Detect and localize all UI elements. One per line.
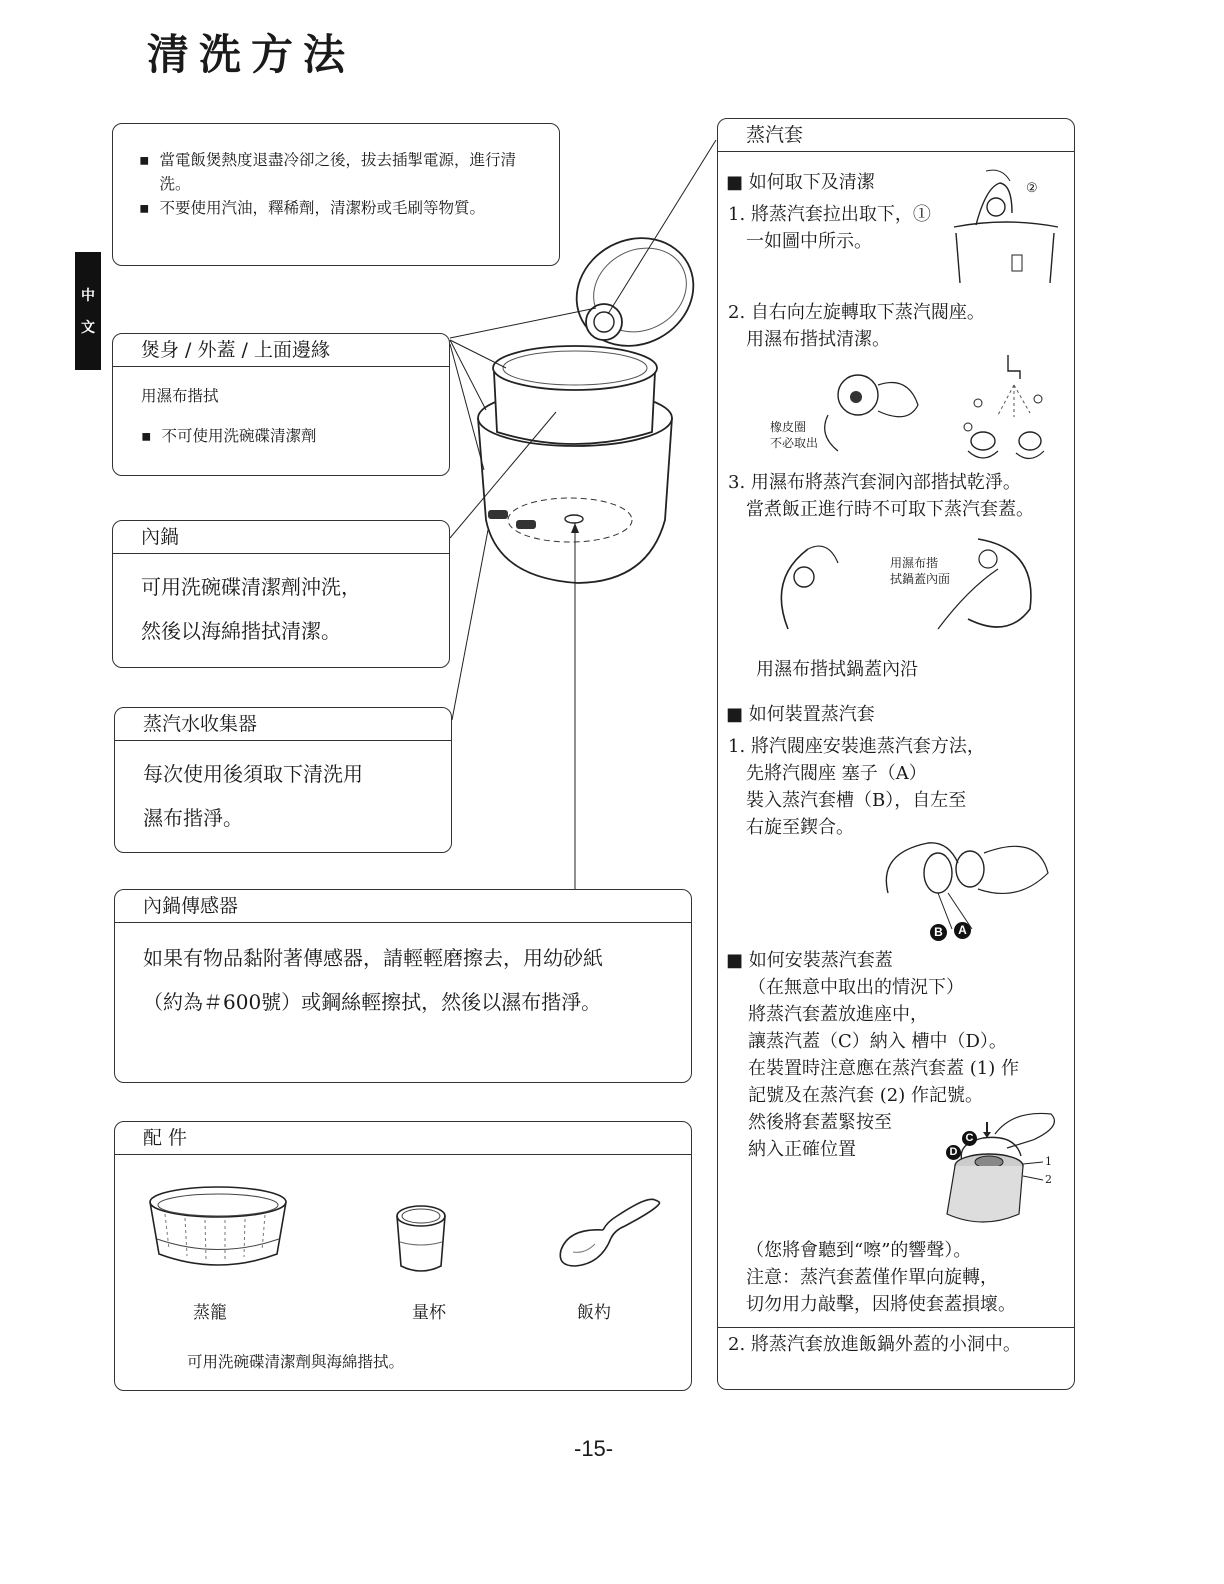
- inner-pot-heading: 內鍋: [113, 521, 449, 554]
- body-lid-line: 用濕布揩拭: [141, 387, 219, 405]
- mark-1: 1: [1045, 1155, 1052, 1168]
- steam-vent-heading: 蒸汽套: [718, 119, 1074, 152]
- wipe-caption: 用濕布揩拭鍋蓋內沿: [756, 659, 918, 680]
- install-line-2: 先將汽閥座 塞子（A）: [746, 763, 927, 784]
- final-step: 2. 將蒸汽套放進飯鍋外蓋的小洞中。: [728, 1334, 1021, 1355]
- rubber-note-2: 不必取出: [770, 436, 819, 450]
- wipe-note-2: 拭鍋蓋內面: [890, 572, 951, 586]
- notice-bullet: ▪ 當電飯煲熱度退盡冷卻之後，拔去插掣電源，進行清洗。: [139, 148, 519, 196]
- lid-line-5: 記號及在蒸汽套 (2) 作記號。: [748, 1085, 983, 1106]
- body-lid-heading: 煲身 / 外蓋 / 上面邊緣: [113, 334, 449, 367]
- marker-b: B: [930, 924, 947, 941]
- install-line-1: 1. 將汽閥座安裝進蒸汽套方法，: [728, 736, 985, 757]
- accessory-label-cup: 量杯: [412, 1303, 446, 1323]
- install-title: ■ 如何裝置蒸汽套: [726, 704, 875, 725]
- lid-install-title: ■ 如何安裝蒸汽套蓋: [726, 950, 893, 971]
- wipe-note-1: 用濕布揩: [890, 556, 939, 570]
- after-line-1: （您將會聽到“嚓”的響聲）。: [746, 1240, 972, 1261]
- lid-line-2: 將蒸汽套蓋放進座中，: [748, 1004, 928, 1025]
- step2-line-1: 2. 自右向左旋轉取下蒸汽閥座。: [728, 302, 985, 323]
- install-line-3: 裝入蒸汽套槽（B），自左至: [746, 790, 967, 811]
- install-valve-figure: [868, 833, 1058, 933]
- lid-line-3: 讓蒸汽蓋（C）納入 槽中（D）。: [748, 1031, 1007, 1052]
- body-lid-bullet: ▪ 不可使用洗碗碟清潔劑: [141, 424, 317, 448]
- notice-bullet-text-1: 當電飯煲熱度退盡冷卻之後，拔去插掣電源，進行清洗。: [159, 151, 517, 193]
- collector-line-1: 每次使用後須取下清洗用: [143, 762, 363, 786]
- remove-clean-title: ■ 如何取下及清潔: [726, 172, 875, 193]
- step3-line-2: 當煮飯正進行時不可取下蒸汽套蓋。: [746, 499, 1034, 520]
- lang-char-2: 文: [81, 320, 95, 336]
- remove-clean-title-text: 如何取下及清潔: [748, 172, 875, 193]
- collector-line-2: 濕布揩淨。: [143, 806, 243, 830]
- collector-heading: 蒸汽水收集器: [115, 708, 451, 741]
- wash-valve-figure: [798, 355, 1068, 465]
- inner-pot-line-2: 然後以海綿揩拭清潔。: [141, 619, 341, 643]
- sensor-heading: 內鍋傳感器: [115, 890, 691, 923]
- wipe-lid-figure: [768, 529, 1058, 649]
- step1-line-2: 一如圖中所示。: [746, 231, 872, 252]
- sensor-line-1: 如果有物品黏附著傳感器，請輕輕磨擦去，用幼砂紙: [143, 946, 603, 970]
- rubber-note-1: 橡皮圈: [770, 420, 807, 434]
- notice-bullet: ▪ 不要使用汽油，釋稀劑，清潔粉或毛刷等物質。: [139, 196, 519, 220]
- lid-line-7: 納入正確位置: [748, 1139, 856, 1160]
- accessory-label-paddle: 飯杓: [577, 1303, 611, 1323]
- lang-char-1: 中: [81, 288, 95, 304]
- accessories-heading: 配 件: [115, 1122, 691, 1155]
- body-lid-bullet-text: 不可使用洗碗碟清潔劑: [161, 427, 317, 445]
- mark-2: 2: [1045, 1173, 1052, 1186]
- inner-pot-line-1: 可用洗碗碟清潔劑沖洗，: [141, 575, 361, 599]
- marker-2: ②: [1026, 181, 1038, 196]
- step3-line-1: 3. 用濕布將蒸汽套洞內部揩拭乾淨。: [728, 472, 1021, 493]
- page-number: -15-: [574, 1436, 614, 1461]
- lid-line-4: 在裝置時注意應在蒸汽套蓋 (1) 作: [748, 1058, 1019, 1079]
- step2-line-2: 用濕布揩拭清潔。: [746, 329, 890, 350]
- lid-line-1: （在無意中取出的情況下）: [748, 977, 964, 998]
- install-title-text: 如何裝置蒸汽套: [748, 704, 875, 725]
- after-line-3: 切勿用力敲擊，因將使套蓋損壞。: [746, 1294, 1016, 1315]
- pull-steam-vent-figure: [946, 167, 1066, 287]
- steam-vent-box: [717, 118, 1075, 1390]
- sensor-line-2: （約為＃600號）或鋼絲輕擦拭，然後以濕布揩淨。: [143, 990, 602, 1014]
- press-lid-figure: [923, 1104, 1073, 1234]
- install-line-4: 右旋至鍥合。: [746, 817, 854, 838]
- step1-line-1: 1. 將蒸汽套拉出取下，①: [728, 204, 931, 225]
- notice-bullet-text-2: 不要使用汽油，釋稀劑，清潔粉或毛刷等物質。: [159, 199, 486, 217]
- after-line-2: 注意：蒸汽套蓋僅作單向旋轉，: [746, 1267, 998, 1288]
- accessory-label-steamer: 蒸籠: [193, 1303, 227, 1323]
- marker-d: D: [946, 1145, 961, 1160]
- page-title: 清洗方法: [147, 30, 356, 79]
- lid-install-title-text: 如何安裝蒸汽套蓋: [748, 950, 893, 971]
- marker-c: C: [962, 1131, 977, 1146]
- accessories-note: 可用洗碗碟清潔劑與海綿揩拭。: [187, 1353, 405, 1371]
- lid-line-6: 然後將套蓋緊按至: [748, 1112, 892, 1133]
- marker-a: A: [954, 922, 971, 939]
